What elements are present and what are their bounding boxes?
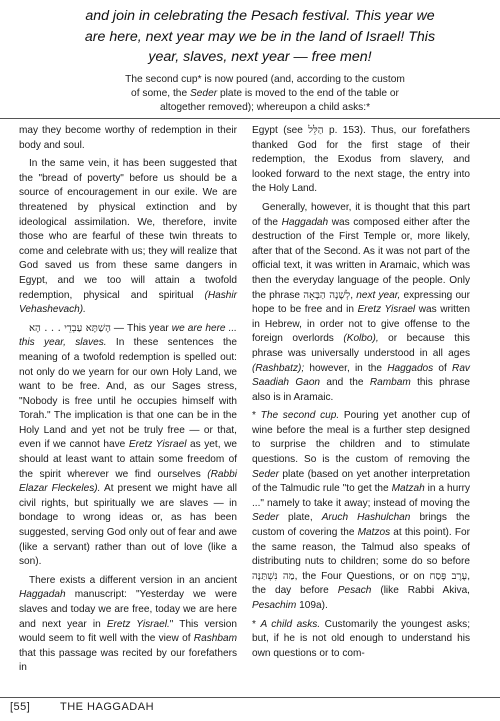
hebrew-phrase: מַה נִּשְׁתַּנָּה [252,570,295,582]
intro-line: are here, next year may we be in the land of Israel! This [84,28,436,45]
paragraph: may they become worthy of redemption in their body and soul. [19,125,237,151]
footnote-asterisk: * [252,618,256,630]
running-title: THE HAGGADAH [60,701,155,713]
hebrew-phrase: הַלֵּל [308,125,324,136]
footnote-asterisk: * [252,410,256,422]
hebrew-phrase: הָשַׁתָּא עַבְדֵי . . . הָא [29,322,111,334]
note-line: altogether removed); whereupon a child asks:* [159,102,371,113]
hebrew-phrase: לְשָׁנָה הַבָּאָה [303,289,351,301]
hebrew-phrase: עֶרֶב פֶּסַח [429,570,468,582]
paragraph: There exists a different version in an ancient Haggadah manuscript: "Yesterday we were slaves and today we are free, today we are here and next year in Eretz Yisrael." This version would seem to fit well with the view of Rashbam that this passage was recited by our forefathers in [19,574,237,674]
instruction-note [65,73,465,115]
left-column [19,124,237,676]
paragraph: Egypt (see הַלֵּל p. 153). Thus, our forefathers thanked God for the first stage of their redemption, the Exodus from slavery, and looked forward to the next stage, the entry into the Holy Land. [252,125,470,195]
page-number: [55] [10,701,31,713]
intro-line: year, slaves, next year — free men! [148,49,372,65]
note-line: The second cup* is now poured (and, according to the custom [125,74,405,85]
page-footer [0,698,500,718]
footnote: * A child asks. Customarily the youngest asks; but, if he is not old enough to understand his own questions or to com- [252,618,470,659]
note-line: of some, the Seder plate is moved to the end of the table or [131,88,399,99]
paragraph: Generally, however, it is thought that this part of the Haggadah was composed either after the destruction of the First Temple or, more likely, after that of the Second. As it was not part of the official text, it was written in Aramaic, which was then the everyday language of the people. Only the phrase לְשָׁנָה הַבָּאָה, next year, expressing our hope to be free and in Eretz Yisrael was written in Hebrew, in order not to give offense to the foreign overlords (Kolbo), or because this phrase was universally understood in all ages (Rashbatz); however, in the Haggados of Rav Saadiah Gaon and the Rambam this phrase also is in Aramaic. [252,201,471,403]
right-column [252,124,470,661]
paragraph: הָשַׁתָּא עַבְדֵי . . . הָא — This year we are here ... this year, slaves. In these sentences the meaning of a twofold redemption is spelled out: not only do we yearn for our own Holy Land, we want to be free. And, as our Sages stress, "Nobody is free until he occupies himself with Torah." The implication is that one can be in the Holy Land and yet not be truly free — or that, even if we cannot have Eretz Yisrael as yet, we should at least want to attain some freedom of the spirit wherever we find ourselves (Rabbi Elazar Fleckeles). At present we might have all civil rights, but spiritually we are slaves — in bondage to wrong ideas or, as has been suggested, serving God only out of fear and awe (like a servant) rather than out of love (like a son). [19,322,237,568]
footnote: * The second cup. Pouring yet another cup of wine before the meal is a further step designed to surprise the children and to stimulate questions. So is the custom of removing the Seder plate (based on yet another interpretation of the Talmudic rule "to get the Matzah in a hurry ..." namely to take it away; instead of moving the Seder plate, Aruch Hashulchan brings the custom of covering the Matzos at this point). For the same reason, the Talmud also speaks of distributing nuts to children; some do so before מַה נִּשְׁתַּנָּה, the Four Questions, or on עֶרֶב פֶּסַח, the day before Pesach (like Rabbi Akiva, Pesachim 109a). [252,410,471,611]
intro-line: and join in celebrating the Pesach festival. This year we [85,8,435,24]
header-divider [0,118,500,119]
intro-passage [55,6,465,68]
paragraph: In the same vein, it has been suggested that the "bread of poverty" before us should be a source of encouragement in our exile. We are threatened by physical extinction and by ideological assimilation. We, therefore, invite those who are fearful of these twin threats to come and celebrate with us; they will realize that God saved us from these same dangers in Egypt, and we too will attain a twofold redemption, physical and spiritual (Hashir Vehashevach). [19,158,237,316]
